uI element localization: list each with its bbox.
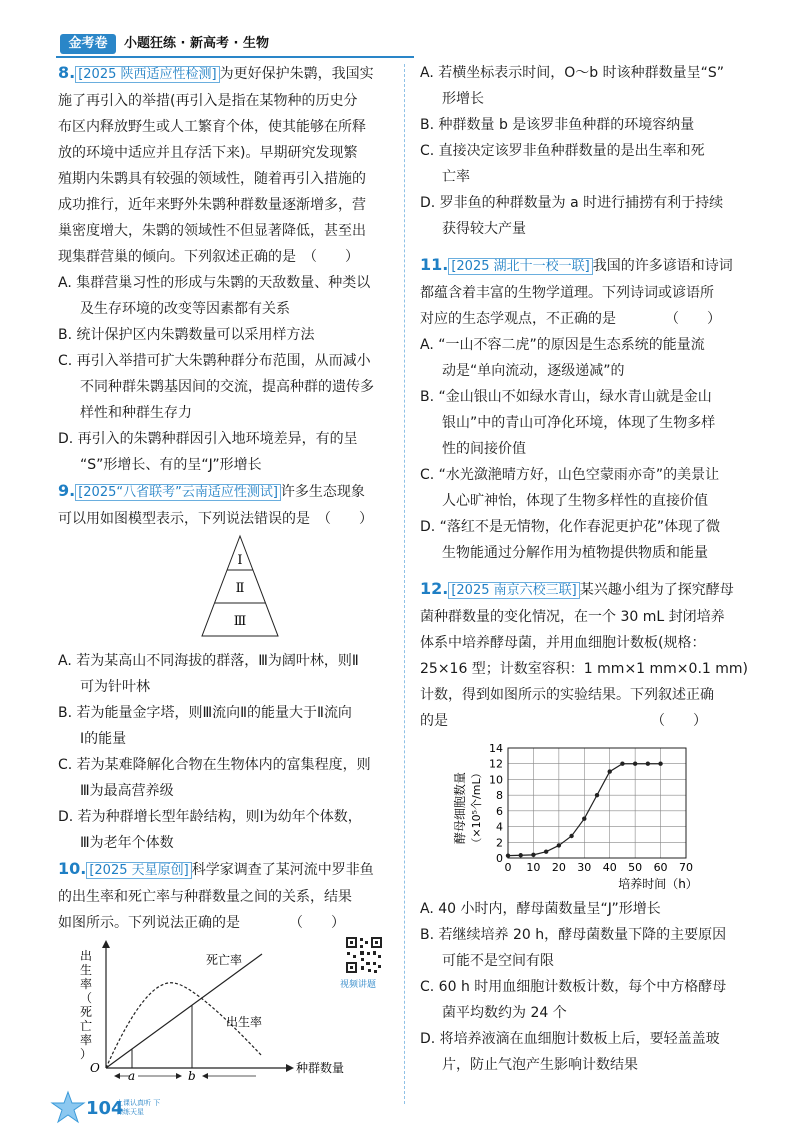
graph-ylabel-char: 率 bbox=[79, 977, 93, 991]
question-number: 8. bbox=[58, 63, 76, 82]
source-tag: [2025 天星原创] bbox=[86, 862, 191, 879]
option-d: D. 若为种群增长型年龄结构，则Ⅰ为幼年个体数， bbox=[58, 809, 362, 825]
y-tick-label: 2 bbox=[496, 836, 503, 850]
column-divider bbox=[404, 64, 405, 1104]
question-number: 9. bbox=[58, 481, 76, 500]
graph-ylabel-char: 出 bbox=[79, 949, 93, 963]
option-b: B. 种群数量 b 是该罗非鱼种群的环境容纳量 bbox=[420, 117, 695, 133]
source-tag: [2025“八省联考”云南适应性测试] bbox=[75, 484, 281, 501]
data-point bbox=[595, 793, 599, 797]
option-c: C. 若为某难降解化合物在生物体内的富集程度，则 bbox=[58, 757, 371, 773]
source-tag: [2025 陕西适应性检测] bbox=[75, 66, 219, 83]
x-label-a: a bbox=[128, 1069, 136, 1080]
data-point bbox=[620, 762, 624, 766]
option-c: C. “水光潋滟晴方好，山色空蒙雨亦奇”的美景让 bbox=[420, 467, 720, 483]
x-tick-label: 40 bbox=[602, 861, 617, 874]
y-tick-label: 8 bbox=[496, 789, 503, 803]
data-point bbox=[531, 853, 535, 857]
question-number: 11. bbox=[420, 255, 449, 274]
data-point bbox=[557, 843, 561, 847]
option-a: A. 若横坐标表示时间，O～b 时该种群数量呈“S” bbox=[420, 65, 724, 81]
origin-label: O bbox=[90, 1061, 100, 1075]
birth-rate-label: 出生率 bbox=[226, 1015, 263, 1029]
x-tick-label: 20 bbox=[551, 861, 566, 874]
data-point bbox=[544, 850, 548, 854]
source-tag: [2025 湖北十一校一联] bbox=[448, 258, 592, 275]
chart-ylabel: 酵母细胞数量 bbox=[453, 771, 467, 845]
option-b: B. 若继续培养 20 h，酵母菌数量下降的主要原因 bbox=[420, 927, 727, 943]
option-d: D. 再引入的朱鹮种群因引入地环境差异，有的呈 bbox=[58, 431, 358, 447]
data-point bbox=[608, 769, 612, 773]
data-point bbox=[658, 762, 662, 766]
data-point bbox=[646, 762, 650, 766]
x-tick-label: 70 bbox=[679, 861, 693, 874]
pyramid-level-2: Ⅱ bbox=[235, 581, 245, 596]
question-10: 10. [2025 天星原创] 科学家调查了某河流中罗非鱼 的出生率和死亡率与种群数量之间的关系，结果 如图所示。下列说法正确的是 （ ） bbox=[58, 859, 374, 931]
option-c: C. 再引入举措可扩大朱鹮种群分布范围，从而减小 bbox=[58, 353, 371, 369]
page-slogan: 上课认真听 下课练天星 bbox=[116, 1099, 161, 1116]
y-tick-label: 14 bbox=[489, 742, 503, 755]
source-tag: [2025 南京六校三联] bbox=[448, 582, 579, 599]
graph-ylabel-char: 亡 bbox=[79, 1019, 93, 1033]
question-11: 11. [2025 湖北十一校一联] 我国的许多谚语和诗词 都蕴含着丰富的生物学道理。下列诗词或谚语所 对应的生态学观点，不正确的是 （ ） A. “一山不容二虎”的原因是生态系统的能量流 动是“单向流动，逐级递减”的 B. “金山银山不如绿水青山，绿水青山就是金山 银山”中的青山可净化环境，体现了生物多样 性的间接价值 C. “水光潋滟晴方好，山色空蒙雨亦奇”的美景让 人心旷神怡，体现了生物多样性的直接价值 D. “落红不是无情物，化作春泥更护花”体现了微 生物能通过分解作用为植物提供物质和能量 bbox=[420, 252, 760, 566]
qr-code-icon[interactable] bbox=[344, 935, 384, 975]
yeast-growth-chart bbox=[450, 738, 710, 896]
option-a: A. 40 小时内，酵母菌数量呈“J”形增长 bbox=[420, 901, 661, 917]
y-tick-label: 6 bbox=[496, 804, 503, 818]
option-b: B. “金山银山不如绿水青山，绿水青山就是金山 bbox=[420, 389, 712, 405]
page-number: 104 bbox=[86, 1098, 124, 1119]
y-tick-label: 12 bbox=[489, 757, 503, 771]
y-tick-label: 4 bbox=[496, 820, 503, 834]
option-a: A. 集群营巢习性的形成与朱鹮的天敌数量、种类以 bbox=[58, 275, 371, 291]
header-rule bbox=[56, 56, 414, 58]
data-point bbox=[506, 853, 510, 857]
pyramid-level-1: Ⅰ bbox=[237, 553, 243, 568]
graph-ylabel-char: 生 bbox=[79, 963, 93, 977]
option-b: B. 统计保护区内朱鹮数量可以采用样方法 bbox=[58, 327, 315, 343]
question-9-options: A. 若为某高山不同海拔的群落，Ⅲ为阔叶林，则Ⅱ 可为针叶林 B. 若为能量金字塔，则Ⅲ流向Ⅱ的能量大于Ⅱ流向 Ⅰ的能量 C. 若为某难降解化合物在生物体内的富集程度，则 Ⅲ为最高营养级 D. 若为种群增长型年龄结构，则Ⅰ为幼年个体数， Ⅲ为老年个体数 bbox=[58, 648, 398, 856]
graph-ylabel-char: 死 bbox=[79, 1005, 93, 1019]
question-10-options: A. 若横坐标表示时间，O～b 时该种群数量呈“S” 形增长 B. 种群数量 b 是该罗非鱼种群的环境容纳量 C. 直接决定该罗非鱼种群数量的是出生率和死 亡率 D. 罗非鱼的种群数量为 a 时进行捕捞有利于持续 获得较大产量 bbox=[420, 60, 760, 242]
question-number: 10. bbox=[58, 859, 87, 878]
question-8: 8. [2025 陕西适应性检测] 为更好保护朱鹮，我国实 施了再引入的举措(再引入是指在某物种的历史分 布区内释放野生或人工繁育个体，使其能够在所释 放的环境中适应并且存活下来)。早期研究发现繁 殖期内朱鹮具有较强的领域性，随着再引入措施的 成功推行，近年来野外朱鹮种群数量逐渐增多，营 巢密度增大，朱鹮的领域性不但显著降低，甚至出 现集群营巢的倾向。下列叙述正确的是 （ ） A. 集群营巢习性的形成与朱鹮的天敌数量、种类以 及生存环境的改变等因素都有关系 B. 统计保护区内朱鹮数量可以采用样方法 C. 再引入举措可扩大朱鹮种群分布范围，从而减小 不同种群朱鹮基因间的交流，提高种群的遗传多 样性和种群生存力 D. 再引入的朱鹮种群因引入地环境差异，有的呈 “S”形增长、有的呈“J”形增长 bbox=[58, 60, 398, 478]
question-12: 12. [2025 南京六校三联] 某兴趣小组为了探究酵母 菌种群数量的变化情况，在一个 30 mL 封闭培养 体系中培养酵母菌，并用血细胞计数板(规格： 25×16 型；计数室容积：1 mm×1 mm×0.1 mm) 计数，得到如图所示的实验结果。下列叙述正确 的是 （ ） bbox=[420, 579, 748, 729]
x-tick-label: 50 bbox=[628, 861, 643, 874]
graph-xlabel: 种群数量 bbox=[296, 1061, 345, 1075]
data-point bbox=[569, 834, 573, 838]
y-tick-label: 10 bbox=[489, 773, 503, 787]
qr-label: 视频讲题 bbox=[340, 980, 377, 990]
y-tick-label: 0 bbox=[496, 852, 503, 865]
x-tick-label: 30 bbox=[577, 861, 592, 874]
star-icon bbox=[50, 1090, 86, 1126]
x-tick-label: 0 bbox=[504, 861, 512, 874]
x-label-b: b bbox=[188, 1069, 196, 1080]
chart-ylabel-unit: （×10⁵个/mL） bbox=[470, 767, 483, 849]
option-a: A. “一山不容二虎”的原因是生态系统的能量流 bbox=[420, 337, 705, 353]
x-tick-label: 10 bbox=[526, 861, 541, 874]
graph-ylabel bbox=[80, 948, 92, 1061]
question-9: 9. [2025“八省联考”云南适应性测试] 许多生态现象 可以用如图模型表示，下列说法错误的是 （ ） bbox=[58, 481, 373, 527]
option-b: B. 若为能量金字塔，则Ⅲ流向Ⅱ的能量大于Ⅱ流向 bbox=[58, 705, 352, 721]
option-a: A. 若为某高山不同海拔的群落，Ⅲ为阔叶林，则Ⅱ bbox=[58, 653, 359, 669]
data-point bbox=[633, 762, 637, 766]
question-number: 12. bbox=[420, 579, 449, 598]
option-d: D. “落红不是无情物，化作春泥更护花”体现了微 bbox=[420, 519, 721, 535]
graph-ylabel-char: ） bbox=[79, 1047, 93, 1061]
brand-badge: 金考卷 bbox=[60, 34, 116, 54]
death-rate-label: 死亡率 bbox=[206, 953, 243, 967]
chart-xlabel: 培养时间（h） bbox=[618, 877, 698, 891]
x-tick-label: 60 bbox=[653, 861, 668, 874]
option-c: C. 60 h 时用血细胞计数板计数，每个中方格酵母 bbox=[420, 979, 727, 995]
pyramid-level-3: Ⅲ bbox=[233, 614, 247, 629]
question-12-options: A. 40 小时内，酵母菌数量呈“J”形增长 B. 若继续培养 20 h，酵母菌数量下降的主要原因 可能不是空间有限 C. 60 h 时用血细胞计数板计数，每个中方格酵母 菌平均数约为 24 个 D. 将培养液滴在血细胞计数板上后，要轻盖盖玻 片，防止气泡产生影响计数结果 bbox=[420, 896, 760, 1078]
data-point bbox=[582, 817, 586, 821]
option-c: C. 直接决定该罗非鱼种群数量的是出生率和死 bbox=[420, 143, 705, 159]
header-title: 小题狂练 · 新高考 · 生物 bbox=[124, 36, 269, 51]
graph-ylabel-char: 率 bbox=[79, 1033, 93, 1047]
data-point bbox=[519, 853, 523, 857]
birth-death-rate-graph bbox=[66, 938, 362, 1080]
option-d: D. 罗非鱼的种群数量为 a 时进行捕捞有利于持续 bbox=[420, 195, 724, 211]
option-d: D. 将培养液滴在血细胞计数板上后，要轻盖盖玻 bbox=[420, 1031, 720, 1047]
graph-ylabel-char: （ bbox=[79, 991, 93, 1005]
pyramid-diagram bbox=[200, 534, 280, 638]
